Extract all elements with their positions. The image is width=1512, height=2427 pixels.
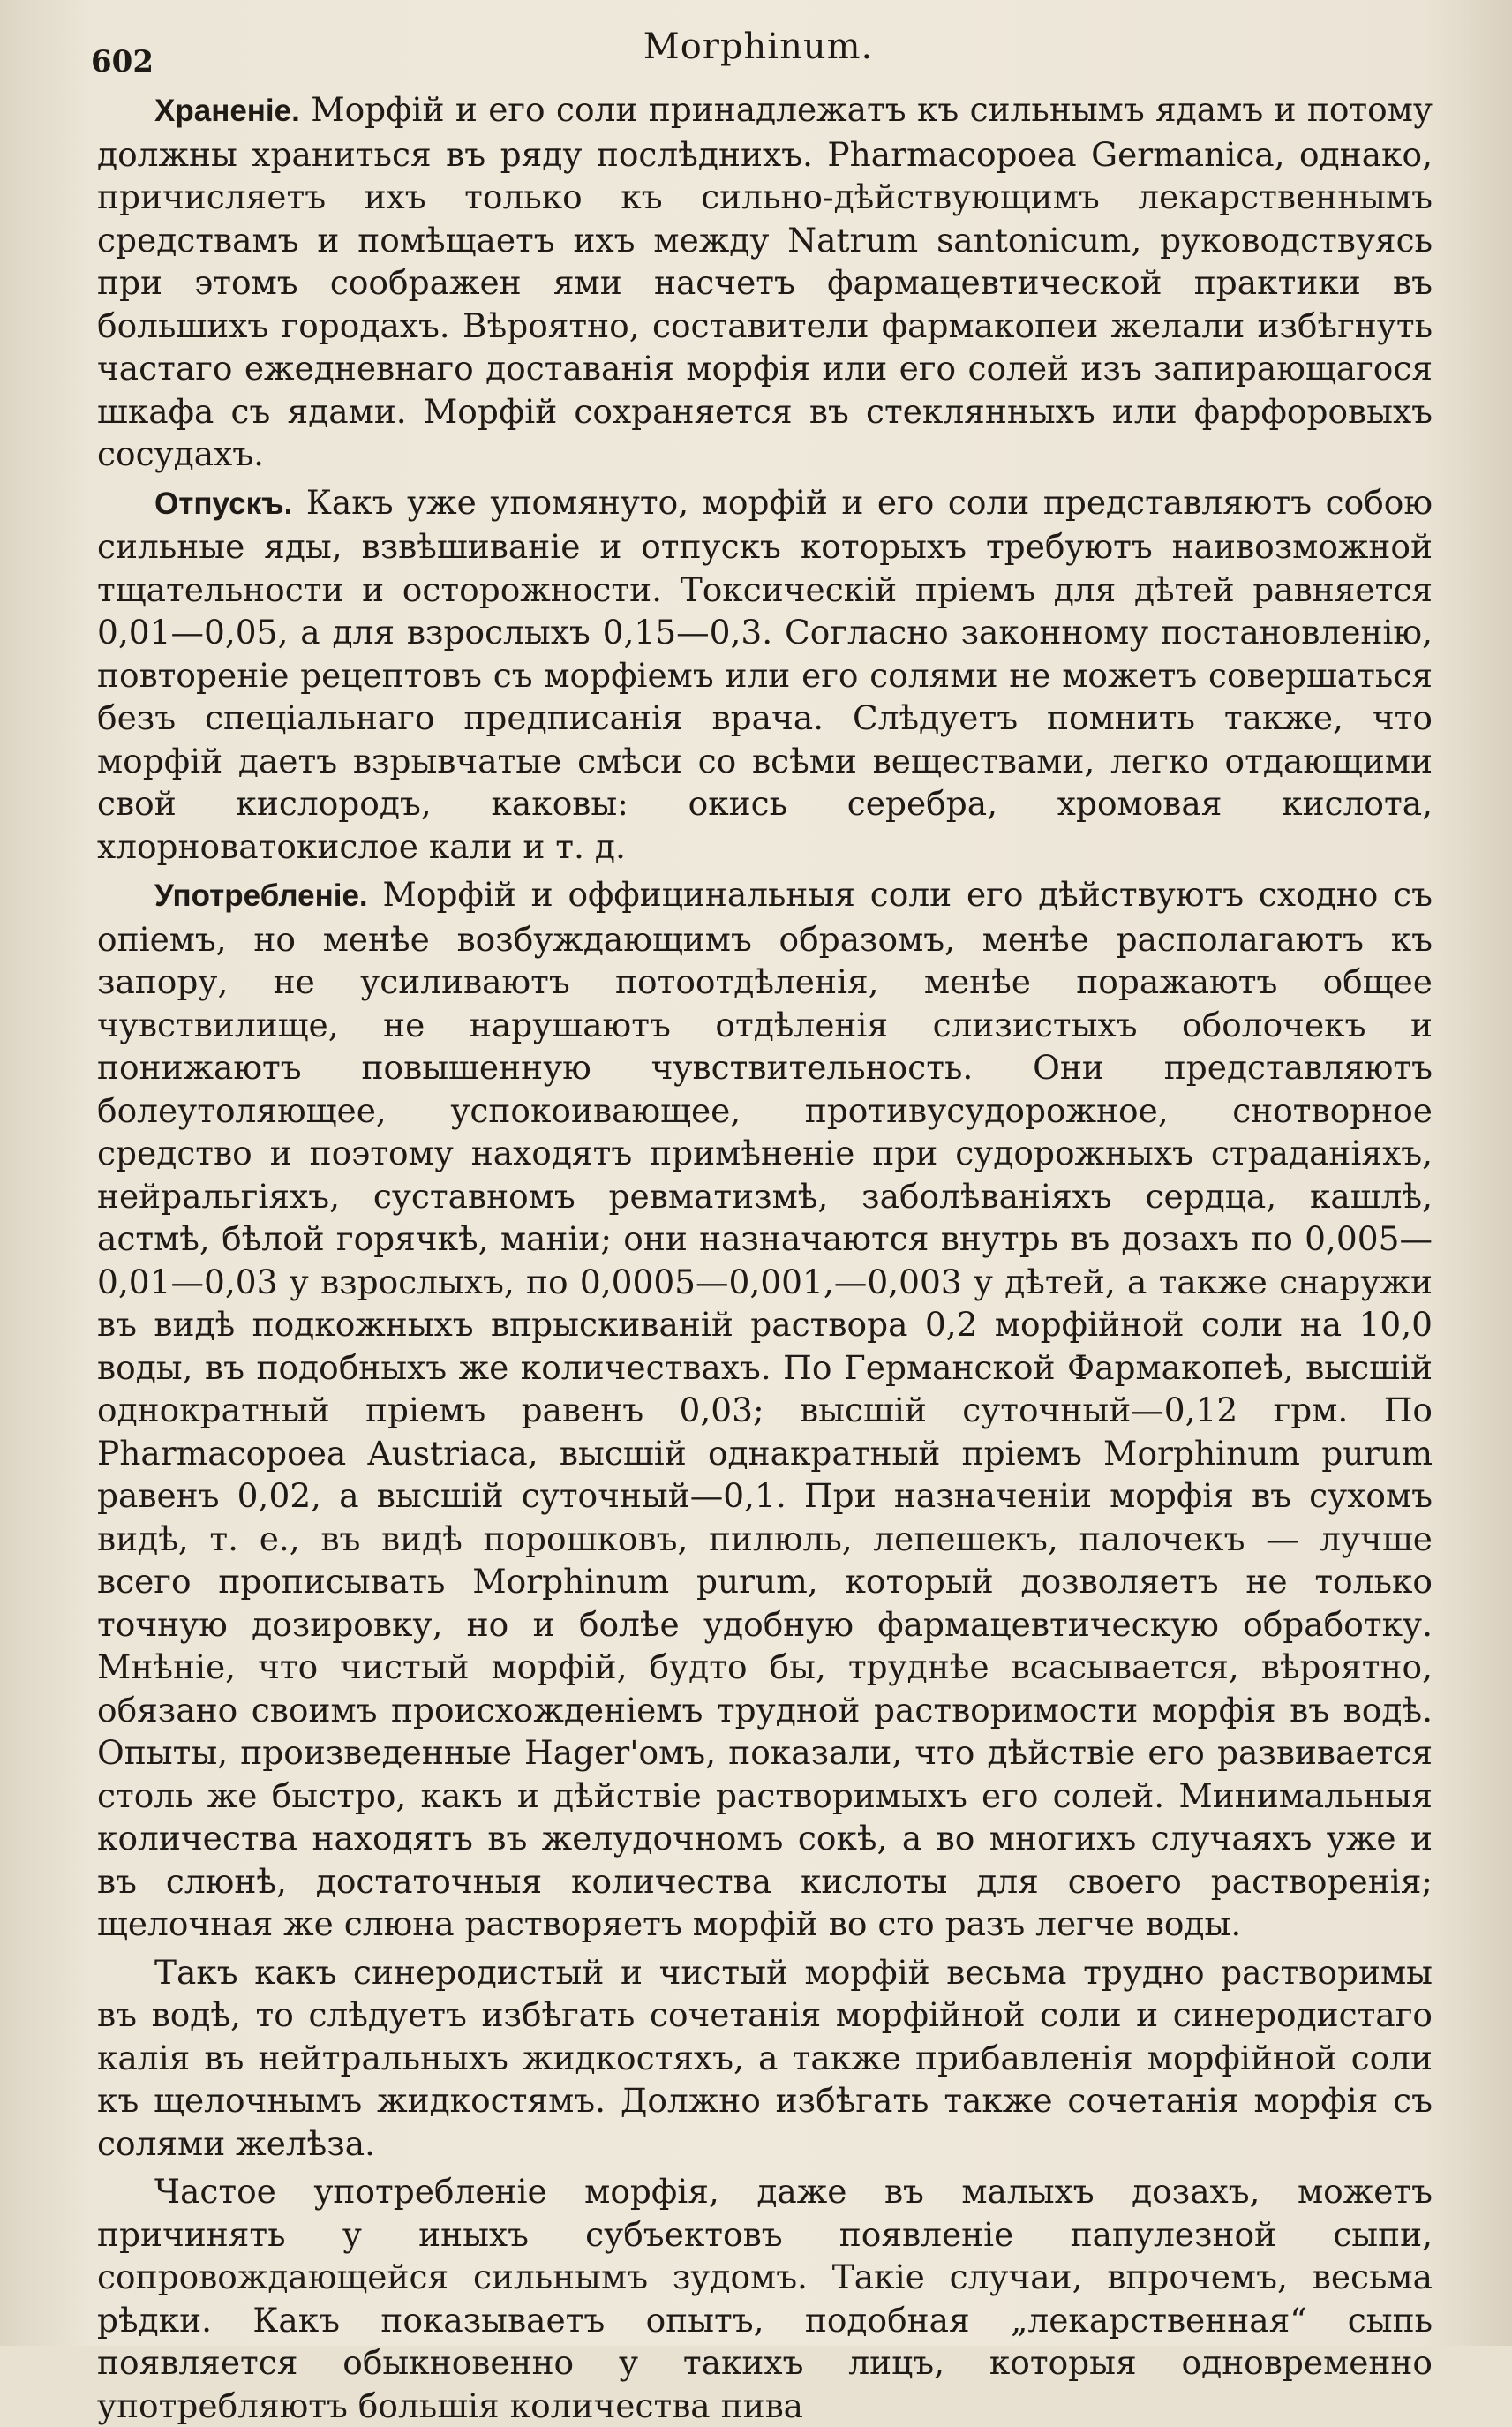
page-header: [84, 26, 1433, 79]
running-title: Morphinum.: [643, 26, 874, 67]
paragraph-usage: [97, 873, 1433, 1946]
paragraph-incompatibilities: [97, 1951, 1433, 2166]
paragraph-heading: Отпускъ.: [154, 486, 293, 521]
paragraph-text: Какъ уже упомянуто, морфій и его соли представляютъ собою сильные яды, взвѣшиваніе и отпускъ которыхъ требуютъ наивозможной тщательности и осторожности. Токсическій пріемъ для дѣтей равняется 0,01—0,05, а для взрослыхъ 0,15—0,3. Согласно законному постановленію, повтореніе рецептовъ съ морфіемъ или его солями не можетъ совершаться безъ спеціальнаго предписанія врача. Слѣдуетъ помнить также, что морфій даетъ взрывчатые смѣси со всѣми веществами, легко отдающими свой кислородъ, каковы: окись серебра, хромовая кислота, хлорноватокислое кали и т. д.: [97, 482, 1433, 866]
paragraph-text: Морфій и оффицинальныя соли его дѣйствуютъ сходно съ опіемъ, но менѣе возбуждающимъ образомъ, менѣе располагаютъ къ запору, не усиливаютъ потоотдѣленія, менѣе поражаютъ общее чувствилище, не нарушаютъ отдѣленія слизистыхъ оболочекъ и понижаютъ повышенную чувствительность. Они представляютъ болеутоляющее, успокоивающее, противусудорожное, снотворное средство и поэтому находятъ примѣненіе при судорожныхъ страданіяхъ, нейральгіяхъ, суставномъ ревматизмѣ, заболѣваніяхъ сердца, кашлѣ, астмѣ, бѣлой горячкѣ, маніи; они назначаются внутрь въ дозахъ по 0,005—0,01—0,03 у взрослыхъ, по 0,0005—0,001,—0,003 у дѣтей, а также снаружи въ видѣ подкожныхъ впрыскиваній раствора 0,2 морфійной соли на 10,0 воды, въ подобныхъ же количествахъ. По Германской Фармакопеѣ, высшій однократный пріемъ равенъ 0,03; высшій суточный—0,12 грм. По Pharmacopoea Austriaca, высшій однакратный пріемъ Morphinum purum равенъ 0,02, а высшій суточный—0,1. При назначеніи морфія въ сухомъ видѣ, т. е., въ видѣ порошковъ, пилюль, лепешекъ, палочекъ — лучше всего прописывать Morphinum purum, который дозволяетъ не только точную дозировку, но и болѣе удобную фармацевтическую обработку. Мнѣніе, что чистый морфій, будто бы, труднѣе всасывается, вѣроятно, обязано своимъ происхожденіемъ трудной растворимости морфія въ водѣ. Опыты, произведенные Hager'омъ, показали, что дѣйствіе его развивается столь же быстро, какъ и дѣйствіе растворимыхъ его солей. Минимальныя количества находятъ въ желудочномъ сокѣ, а во многихъ случаяхъ уже и въ слюнѣ, достаточныя количества кислоты для своего растворенія; щелочная же слюна растворяетъ морфій во сто разъ легче воды.: [97, 875, 1433, 1943]
page-body: [97, 88, 1433, 2425]
paragraph-heading: Употребленіе.: [154, 878, 368, 913]
paragraph-text: Такъ какъ синеродистый и чистый морфій весьма трудно растворимы въ водѣ, то слѣдуетъ избѣгать сочетанія морфійной соли и синеродистаго калія въ нейтральныхъ жидкостяхъ, а также прибавленія морфійной соли къ щелочнымъ жидкостямъ. Должно избѣгать также сочетанія морфія съ солями желѣза.: [97, 1952, 1433, 2163]
paragraph-text: Морфій и его соли принадлежатъ къ сильнымъ ядамъ и потому должны храниться въ ряду послѣднихъ. Pharmacopoea Germanica, однако, причисляетъ ихъ только къ сильно-дѣйствующимъ лекарственнымъ средствамъ и помѣщаетъ ихъ между Natrum santonicum, руководствуясь при этомъ соображен ями насчетъ фармацевтической практики въ большихъ городахъ. Вѣроятно, составители фармакопеи желали избѣгнуть частаго ежедневнаго доставанія морфія или его солей изъ запирающагося шкафа съ ядами. Морфій сохраняется въ стеклянныхъ или фарфоровыхъ сосудахъ.: [97, 90, 1433, 473]
paragraph-storage: [97, 88, 1433, 476]
paragraph-text: Частое употребленіе морфія, даже въ малыхъ дозахъ, можетъ причинять у иныхъ субъектовъ появленіе папулезной сыпи, сопровождающейся сильнымъ зудомъ. Такіе случаи, впрочемъ, весьма рѣдки. Какъ показываетъ опытъ, подобная „лекарственная“ сыпь появляется обыкновенно у такихъ лицъ, которыя одновременно употребляютъ большія количества пива: [97, 2172, 1433, 2425]
paragraph-heading: Храненіе.: [154, 94, 300, 128]
paragraph-dispensing: [97, 481, 1433, 869]
page-number: 602: [91, 44, 154, 79]
paragraph-side-effects: [97, 2170, 1433, 2427]
